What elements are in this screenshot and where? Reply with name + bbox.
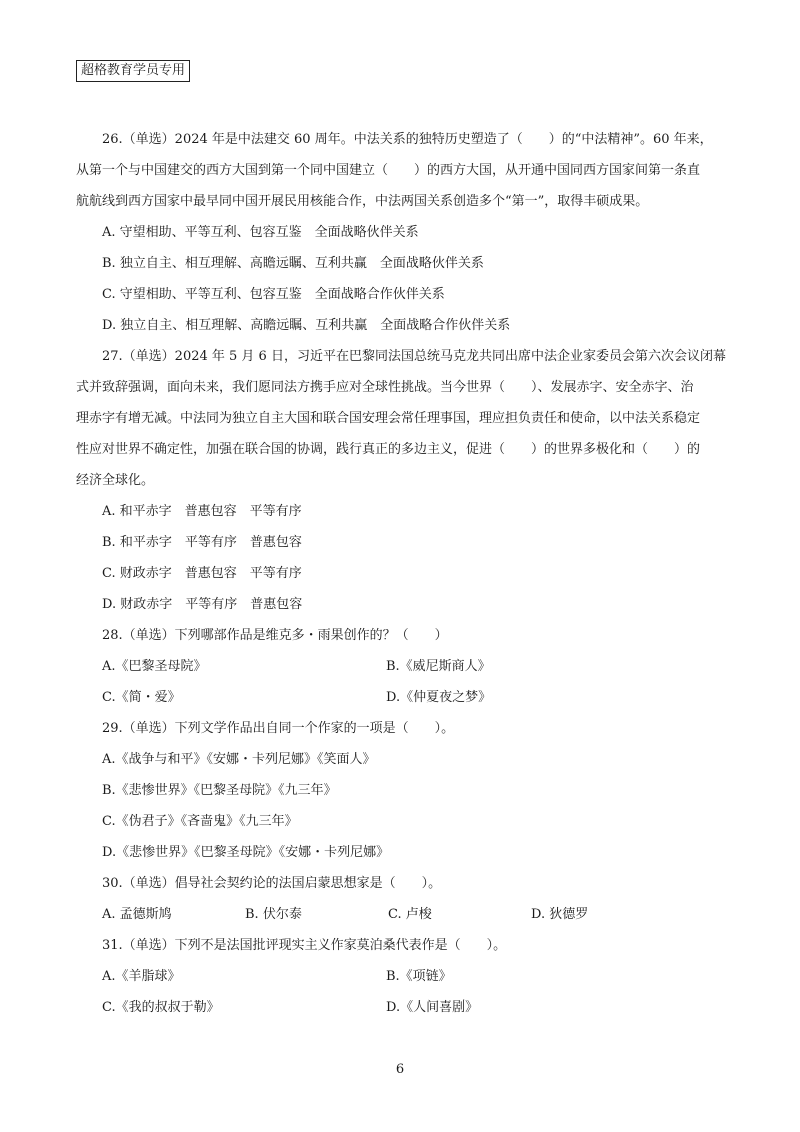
question-stem-line: 式并致辞强调，面向未来，我们愿同法方携手应对全球性挑战。当今世界（ ）、发展赤字、安全赤字、治: [76, 380, 694, 395]
question-30: [76, 872, 726, 934]
question-28: [76, 624, 726, 717]
question-stem: 28.（单选）下列哪部作品是维克多・雨果创作的？（ ）: [102, 628, 448, 643]
question-stem-line: 27.（单选）2024 年 5 月 6 日，习近平在巴黎同法国总统马克龙共同出席中法企业家委员会第六次会议闭幕: [102, 349, 726, 364]
option-c: C. 守望相助、平等互利、包容互鉴 全面战略合作伙伴关系: [102, 287, 445, 302]
question-stem: 31.（单选）下列不是法国批评现实主义作家莫泊桑代表作是（ ）。: [102, 938, 507, 953]
option-c: C.《我的叔叔于勒》: [102, 1000, 220, 1015]
option-b: B. 和平赤字 平等有序 普惠包容: [102, 535, 302, 550]
option-b: B. 独立自主、相互理解、高瞻远瞩、互利共赢 全面战略伙伴关系: [102, 256, 484, 271]
option-d: D.《仲夏夜之梦》: [386, 690, 492, 705]
question-31: [76, 934, 726, 1027]
option-b: B. 伏尔泰: [245, 907, 302, 922]
question-stem: 29.（单选）下列文学作品出自同一个作家的一项是（ ）。: [102, 721, 455, 736]
question-stem: 30.（单选）倡导社会契约论的法国启蒙思想家是（ ）。: [102, 876, 442, 891]
option-a: A.《战争与和平》《安娜・卡列尼娜》《笑面人》: [102, 752, 376, 767]
option-a: A. 守望相助、平等互利、包容互鉴 全面战略伙伴关系: [102, 225, 419, 240]
question-26: [76, 128, 726, 345]
header-stamp: 超格教育学员专用: [76, 60, 190, 82]
options-row: [76, 686, 726, 717]
page-number: 6: [395, 1062, 405, 1077]
option-d: D. 狄德罗: [531, 907, 589, 922]
option-b: B.《项链》: [386, 969, 452, 984]
questions-content: [76, 128, 726, 1027]
question-stem-line: 从第一个与中国建交的西方大国到第一个同中国建立（ ）的西方大国，从开通中国同西方国家间第一条直: [76, 163, 701, 178]
question-stem-line: 性应对世界不确定性，加强在联合国的协调，践行真正的多边主义，促进（ ）的世界多极化和（ ）的: [76, 442, 701, 457]
options-row: [76, 903, 726, 934]
options-row: [76, 996, 726, 1027]
option-a: A. 和平赤字 普惠包容 平等有序: [102, 504, 302, 519]
option-d: D.《人间喜剧》: [386, 1000, 479, 1015]
question-29: [76, 717, 726, 872]
option-a: A.《羊脂球》: [102, 969, 181, 984]
option-c: C. 卢梭: [388, 907, 432, 922]
option-a: A.《巴黎圣母院》: [102, 659, 207, 674]
option-b: B.《威尼斯商人》: [386, 659, 491, 674]
option-c: C.《简・爱》: [102, 690, 181, 705]
options-row: [76, 965, 726, 996]
option-d: D. 财政赤字 平等有序 普惠包容: [102, 597, 303, 612]
question-stem-line: 理赤字有增无减。中法同为独立自主大国和联合国安理会常任理事国，理应担负责任和使命，以中法关系稳定: [76, 411, 701, 426]
question-stem-line: 经济全球化。: [76, 473, 155, 488]
option-c: C. 财政赤字 普惠包容 平等有序: [102, 566, 302, 581]
question-stem-line: 航航线到西方国家中最早同中国开展民用核能合作，中法两国关系创造多个“第一”，取得丰硕成果。: [76, 194, 649, 209]
question-stem-line: 26.（单选）2024 年是中法建交 60 周年。中法关系的独特历史塑造了（ ）的“中法精神”。60 年来，: [102, 132, 713, 147]
options-row: [76, 655, 726, 686]
question-27: [76, 345, 726, 624]
option-d: D. 独立自主、相互理解、高瞻远瞩、互利共赢 全面战略合作伙伴关系: [102, 318, 511, 333]
option-c: C.《伪君子》《吝啬鬼》《九三年》: [102, 814, 298, 829]
option-b: B.《悲惨世界》《巴黎圣母院》《九三年》: [102, 783, 337, 798]
option-a: A. 孟德斯鸠: [102, 907, 172, 922]
option-d: D.《悲惨世界》《巴黎圣母院》《安娜・卡列尼娜》: [102, 845, 390, 860]
